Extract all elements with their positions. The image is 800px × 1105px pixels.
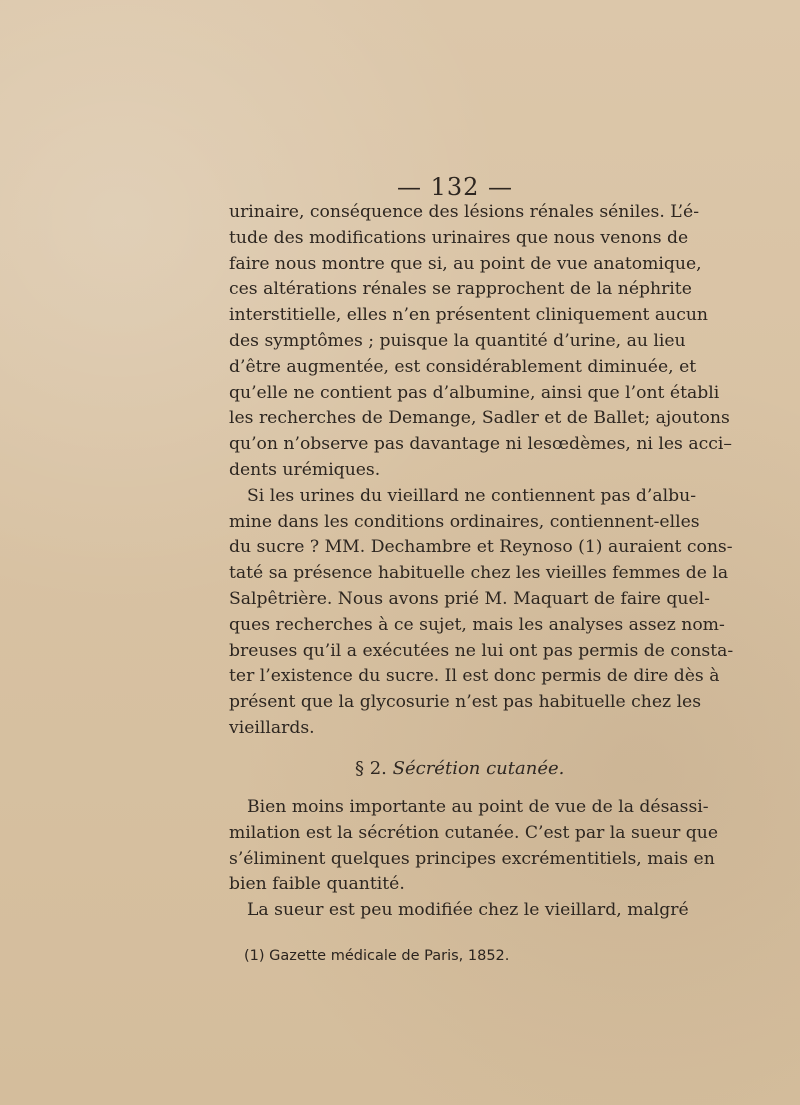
footnote: (1) Gazette médicale de Paris, 1852. [244, 948, 510, 964]
text-line: Si les urines du vieillard ne contiennent pas d’albu- [247, 485, 697, 506]
text-line: s’éliminent quelques principes excrémentitiels, mais en [229, 848, 715, 869]
text-line: bien faible quantité. [229, 874, 405, 895]
text-line: mine dans les conditions ordinaires, contiennent-elles [229, 511, 700, 532]
text-line: faire nous montre que si, au point de vue anatomique, [229, 253, 702, 274]
text-line: La sueur est peu modifiée chez le vieillard, malgré [247, 900, 689, 921]
text-line: tude des modifications urinaires que nous venons de [229, 227, 689, 248]
text-line: du sucre ? MM. Dechambre et Reynoso (1) auraient cons- [229, 537, 733, 558]
text-line: taté sa présence habituelle chez les vieilles femmes de la [229, 563, 729, 584]
text-line: les recherches de Demange, Sadler et de Ballet; ajoutons [229, 408, 730, 429]
text-line: dents urémiques. [229, 459, 381, 480]
text-line: breuses qu’il a exécutées ne lui ont pas permis de consta- [229, 640, 734, 661]
text-line: présent que la glycosurie n’est pas habituelle chez les [229, 692, 702, 713]
text-line: qu’on n’observe pas davantage ni lesœdèmes, ni les acci– [229, 434, 732, 455]
text-line: urinaire, conséquence des lésions rénales séniles. L’é- [229, 202, 700, 222]
text-line: milation est la sécrétion cutanée. C’est par la sueur que [229, 822, 719, 843]
section-title: Sécrétion cutanée. [392, 758, 565, 779]
text-line: Salpêtrière. Nous avons prié M. Maquart de faire quel- [229, 588, 710, 609]
text-line: d’être augmentée, est considérablement diminuée, et [229, 356, 697, 377]
section-symbol: § 2. [355, 758, 387, 779]
section-heading [355, 757, 605, 781]
text-line: des symptômes ; puisque la quantité d’urine, au lieu [229, 330, 686, 351]
text-line: ques recherches à ce sujet, mais les analyses assez nom- [229, 614, 725, 635]
section-text [229, 795, 719, 924]
text-line: Bien moins importante au point de vue de la désassi- [247, 797, 709, 817]
text-line: qu’elle ne contient pas d’albumine, ainsi que l’ont établi [229, 382, 720, 403]
text-line: ter l’existence du sucre. Il est donc permis de dire dès à [229, 666, 720, 687]
text-line: vieillards. [229, 717, 315, 738]
main-text [229, 200, 734, 742]
page-number: — 132 — [396, 173, 514, 201]
text-line: interstitielle, elles n’en présentent cliniquement aucun [229, 305, 709, 326]
text-line: ces altérations rénales se rapprochent de la néphrite [229, 279, 692, 300]
